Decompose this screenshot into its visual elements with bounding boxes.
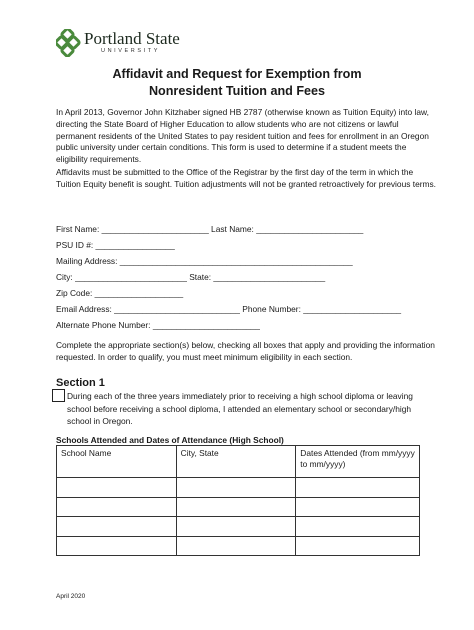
school-name-cell[interactable] — [57, 517, 177, 537]
city-state-header: City, State — [176, 446, 296, 478]
alternate-phone-field[interactable]: Alternate Phone Number: _______________________ — [56, 320, 260, 330]
section-1-checkbox[interactable] — [52, 389, 65, 402]
city-state-cell[interactable] — [176, 517, 296, 537]
page-title-line1: Affidavit and Request for Exemption from — [112, 67, 362, 81]
schools-table-title: Schools Attended and Dates of Attendance (High School) — [56, 435, 284, 445]
logo-name: Portland State — [84, 29, 180, 48]
logo-subtitle: UNIVERSITY — [101, 48, 161, 54]
intro-paragraph-1: In April 2013, Governor John Kitzhaber signed HB 2787 (otherwise known as Tuition Equity) into law, directing the State Board of Higher Education to allow students who are not citizens or lawful permanent residents of the United States to pay resident tuition and fees for enrollment in an Oregon public university under certain conditions. This form is used to determine if a student meets the eligibility requirements. — [56, 107, 429, 165]
school-name-cell[interactable] — [57, 536, 177, 556]
dates-attended-header: Dates Attended (from mm/yyyy to mm/yyyy) — [296, 446, 420, 478]
intro-paragraph-2: Affidavits must be submitted to the Office of the Registrar by the first day of the term in which the Tuition Equity benefit is sought. Tuition adjustments will not be granted retroactively for previous terms. — [56, 167, 437, 189]
school-name-cell[interactable] — [57, 478, 177, 498]
table-header-row — [57, 446, 420, 478]
dates-attended-cell[interactable] — [296, 478, 420, 498]
city-state-cell[interactable] — [176, 478, 296, 498]
instructions-text: Complete the appropriate section(s) below, checking all boxes that apply and providing the information requested. In order to qualify, you must meet minimum eligibility in each section. — [56, 340, 435, 362]
table-row — [57, 497, 420, 517]
dates-attended-cell[interactable] — [296, 536, 420, 556]
zip-code-field[interactable]: Zip Code: ___________________ — [56, 288, 184, 298]
mailing-address-field[interactable]: Mailing Address: __________________________________________________ — [56, 256, 353, 266]
table-row — [57, 536, 420, 556]
page-title-line2: Nonresident Tuition and Fees — [148, 84, 326, 98]
school-name-cell[interactable] — [57, 497, 177, 517]
dates-attended-cell[interactable] — [296, 517, 420, 537]
table-row — [57, 478, 420, 498]
psu-id-field[interactable]: PSU ID #: _________________ — [56, 240, 175, 250]
footer-date: April 2020 — [56, 593, 86, 600]
school-name-header: School Name — [57, 446, 177, 478]
section-1-statement: During each of the three years immediately prior to receiving a high school diploma or leaving school before receiving a school diploma, I attended an elementary school or secondary/high school in Oregon. — [67, 391, 413, 427]
email-phone-fields[interactable]: Email Address: ___________________________ Phone Number: _____________________ — [56, 304, 402, 314]
city-state-cell[interactable] — [176, 497, 296, 517]
city-state-cell[interactable] — [176, 536, 296, 556]
name-fields[interactable]: First Name: _______________________ Last Name: _______________________ — [56, 224, 364, 234]
table-row — [57, 517, 420, 537]
city-state-fields[interactable]: City: ________________________ State: ________________________ — [56, 272, 326, 282]
dates-attended-cell[interactable] — [296, 497, 420, 517]
schools-table — [56, 445, 420, 556]
section-1-heading: Section 1 — [56, 377, 105, 389]
